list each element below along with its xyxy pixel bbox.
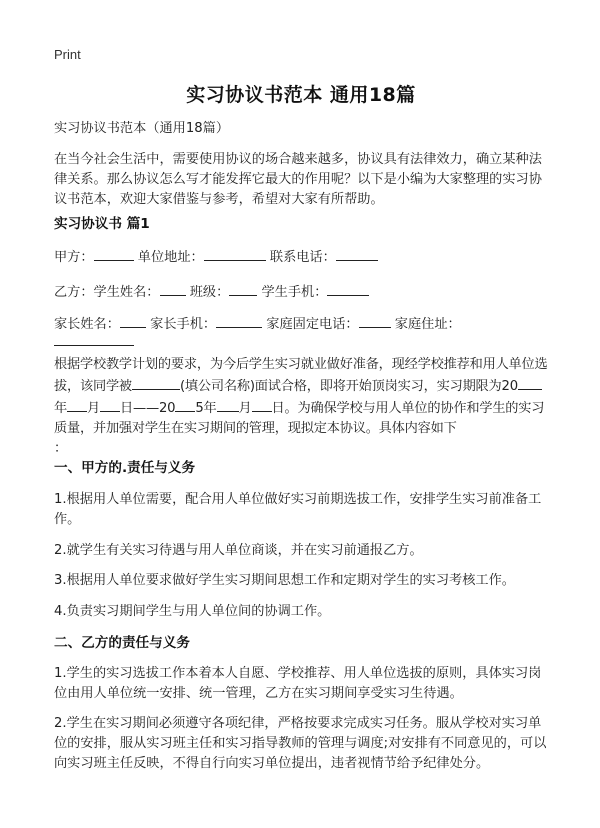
- end-year-blank: [175, 397, 195, 412]
- student-name-blank: [160, 281, 186, 296]
- end-day-blank: [252, 397, 272, 412]
- basis-part2: (填公司名称)面试合格，即将开始顶岗实习，实习期限为20: [179, 379, 518, 394]
- list-item: 3.根据用人单位要求做好学生实习期间思想工作和定期对学生的实习考核工作。: [54, 573, 515, 588]
- page-title: 实习协议书范本 通用18篇: [186, 84, 416, 106]
- party-a-label: 甲方：: [54, 250, 94, 265]
- start-month-blank: [67, 397, 87, 412]
- basis-tail: ：: [54, 441, 67, 456]
- company-name-blank: [132, 375, 180, 390]
- contact-phone-label: 联系电话：: [269, 250, 336, 265]
- home-phone-label: 家庭固定电话：: [266, 317, 359, 332]
- parent-name-label: 家长姓名：: [54, 317, 120, 332]
- start-day-blank: [100, 397, 120, 412]
- list-item: 2.学生在实习期间必须遵守各项纪律，严格按要求完成实习任务。服从学校对实习单位的安排，服从实习班主任和实习指导教师的管理与调度;对安排有不同意见的，可以向实习班主任反映，不得自行向实习单位提出，违者视情节给予纪律处分。: [54, 716, 547, 771]
- print-link[interactable]: Print: [54, 47, 81, 62]
- list-item: 1.学生的实习选拔工作本着本人自愿、学校推荐、用人单位选拔的原则，具体实习岗位由用人单位统一安排、统一管理，乙方在实习期间享受实习生待遇。: [54, 666, 542, 701]
- month2-label: 月: [238, 401, 252, 416]
- unit-address-blank: [204, 246, 266, 261]
- student-name-label: 乙方：学生姓名：: [54, 285, 160, 300]
- unit-address-label: 单位地址：: [137, 250, 204, 265]
- parent-phone-label: 家长手机：: [150, 317, 217, 332]
- basis-paragraph: [54, 355, 548, 459]
- list-item: 2.就学生有关实习待遇与用人单位商谈，并在实习前通报乙方。: [54, 543, 423, 558]
- home-address-blank: [54, 331, 134, 346]
- day2-label: 日。为确保学校与用人单位的协作和学生的实习质量，并加强对学生在实习期间的管理，现拟定本协议。具体内容如下: [54, 401, 545, 436]
- field-line-party-b: [54, 281, 548, 303]
- section-title: 实习协议书 篇1: [54, 216, 150, 232]
- year2-label: 5年: [195, 401, 217, 416]
- party-a-blank: [94, 246, 134, 261]
- month1-label: 月: [87, 401, 100, 416]
- list-item: 4.负责实习期间学生与用人单位间的协调工作。: [54, 604, 331, 619]
- student-phone-label: 学生手机：: [261, 285, 328, 300]
- heading-party-b-duties: 二、乙方的责任与义务: [54, 635, 190, 651]
- day1-label: 日——20: [120, 401, 176, 416]
- end-month-blank: [217, 397, 239, 412]
- year1-label: 年: [54, 401, 67, 416]
- subtitle: 实习协议书范本（通用18篇）: [54, 121, 230, 136]
- heading-party-a-duties: 一、甲方的.责任与义务: [54, 460, 196, 476]
- parent-name-blank: [120, 313, 146, 328]
- home-address-label: 家庭住址：: [394, 317, 461, 332]
- basis-part1: 根据学校教学计划的要求，为今后学生实习就业做好准备，现经学校推荐和用人单位选拔，该同学被: [54, 357, 548, 394]
- contact-phone-blank: [336, 246, 378, 261]
- student-phone-blank: [327, 281, 369, 296]
- home-phone-blank: [359, 313, 391, 328]
- class-blank: [229, 281, 257, 296]
- list-item: 1.根据用人单位需要，配合用人单位做好实习前期选拔工作，安排学生实习前准备工作。: [54, 492, 542, 527]
- home-address-line: [54, 331, 548, 353]
- parent-phone-blank: [216, 313, 262, 328]
- start-year-blank: [518, 375, 542, 390]
- intro-paragraph: 在当今社会生活中，需要使用协议的场合越来越多，协议具有法律效力，确立某种法律关系。那么协议怎么写才能发挥它最大的作用呢？以下是小编为大家整理的实习协议书范本，欢迎大家借鉴与参考，希望对大家有所帮助。: [54, 152, 542, 207]
- field-line-party-a: [54, 246, 548, 268]
- class-label: 班级：: [189, 285, 230, 300]
